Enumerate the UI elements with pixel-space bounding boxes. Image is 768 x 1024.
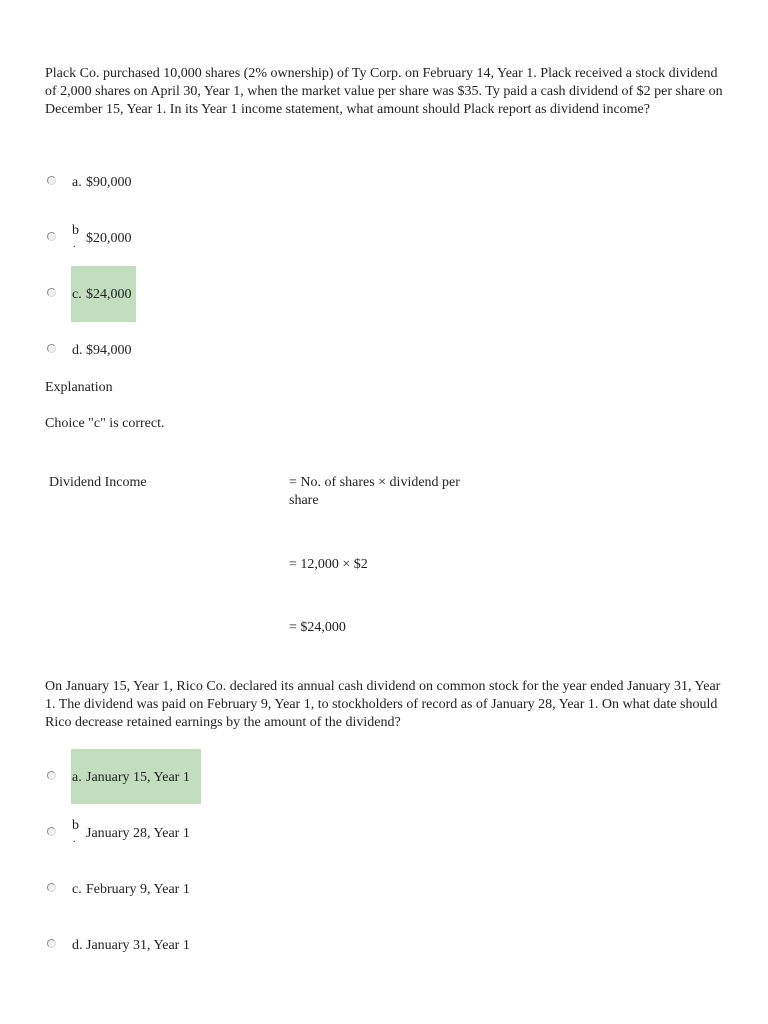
explanation-heading: Explanation [45, 380, 113, 395]
calc-step-2: = 12,000 × $2 [289, 557, 368, 572]
q2-option-c-text[interactable]: February 9, Year 1 [86, 882, 190, 897]
q1-option-b-radio[interactable] [47, 232, 56, 241]
correct-choice-text: Choice "c" is correct. [45, 416, 165, 431]
q2-option-c-radio[interactable] [47, 883, 56, 892]
q1-option-a-radio[interactable] [47, 176, 56, 185]
q2-option-d-radio[interactable] [47, 939, 56, 948]
q2-option-b-letter: b [72, 818, 79, 833]
q1-option-c-letter: c. [72, 287, 82, 302]
calc-step-3: = $24,000 [289, 620, 346, 635]
q2-option-c-letter: c. [72, 882, 82, 897]
q1-option-a-letter: a. [72, 175, 82, 190]
q1-option-d-radio[interactable] [47, 344, 56, 353]
q1-option-a-text[interactable]: $90,000 [86, 175, 132, 190]
q2-option-a-radio[interactable] [47, 771, 56, 780]
q2-option-b-radio[interactable] [47, 827, 56, 836]
q2-option-d-letter: d. [72, 938, 83, 953]
q1-option-b-letter: b [72, 223, 79, 238]
q1-option-d-text[interactable]: $94,000 [86, 343, 132, 358]
question-1-text: Plack Co. purchased 10,000 shares (2% ownership) of Ty Corp. on February 14, Year 1. Plack received a stock dividend of 2,000 shares on April 30, Year 1, when the market value per share was $35. Ty paid a cash dividend of $2 per share on December 15, Year 1. In its Year 1 income statement, what amount should Plack report as dividend income? [45, 66, 723, 117]
q1-option-b-text[interactable]: $20,000 [86, 231, 132, 246]
q2-option-b-dot: . [73, 834, 76, 845]
q1-option-c-text[interactable]: $24,000 [86, 287, 132, 302]
q1-option-d-letter: d. [72, 343, 83, 358]
q2-option-a-letter: a. [72, 770, 82, 785]
q2-option-d-text[interactable]: January 31, Year 1 [86, 938, 190, 953]
question-2-text: On January 15, Year 1, Rico Co. declared its annual cash dividend on common stock for the year ended January 31, Year 1. The dividend was paid on February 9, Year 1, to stockholders of record as of January 28, Year 1. On what date should Rico decrease retained earnings by the amount of the dividend? [45, 679, 721, 730]
q2-option-b-text[interactable]: January 28, Year 1 [86, 826, 190, 841]
calc-step-1: = No. of shares × dividend per share [289, 475, 460, 508]
calc-label: Dividend Income [49, 475, 147, 490]
q1-option-b-dot: . [73, 239, 76, 250]
q2-option-a-text[interactable]: January 15, Year 1 [86, 770, 190, 785]
q1-option-c-radio[interactable] [47, 288, 56, 297]
